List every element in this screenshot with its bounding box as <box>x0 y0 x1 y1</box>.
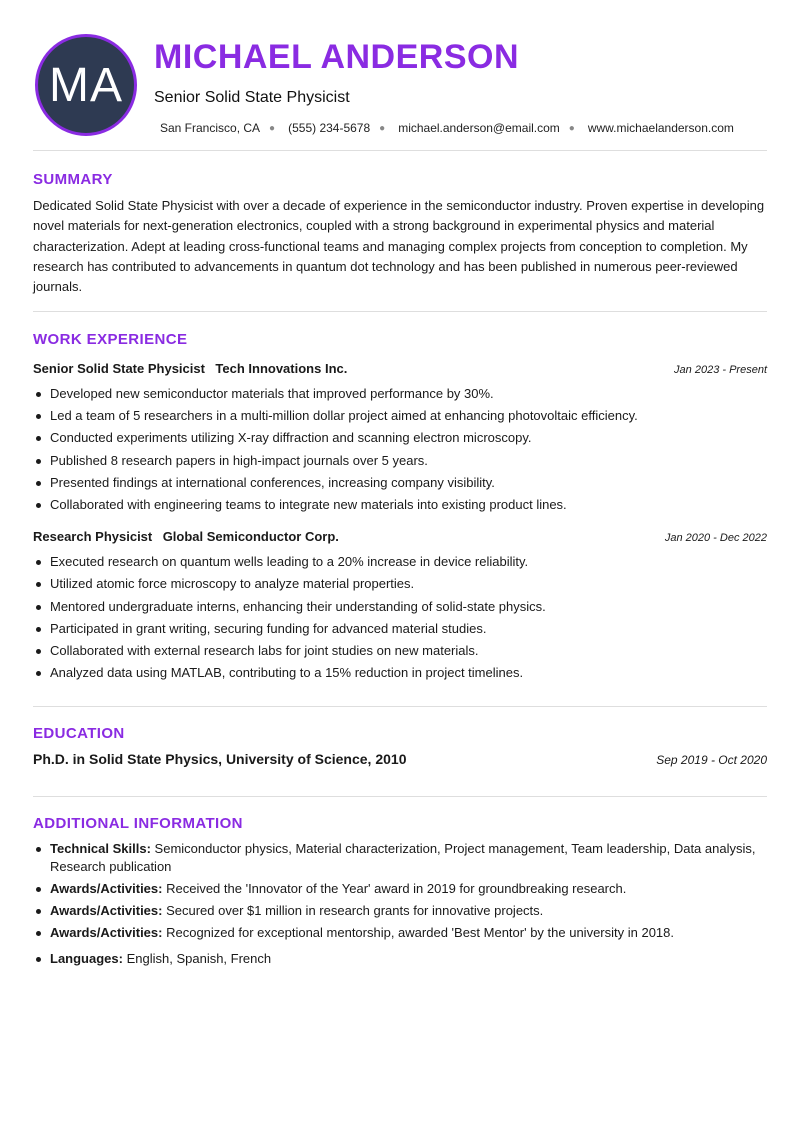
item-text: Received the 'Innovator of the Year' award in 2019 for groundbreaking research. <box>166 881 627 896</box>
list-item <box>33 840 767 876</box>
job-role: Research Physicist <box>33 529 153 545</box>
list-item: Utilized atomic force microscopy to analyze material properties. <box>33 573 767 595</box>
contact-website[interactable]: www.michaelanderson.com <box>587 121 734 135</box>
section-heading: SUMMARY <box>33 171 113 188</box>
section-heading: WORK EXPERIENCE <box>33 331 188 348</box>
avatar <box>35 34 137 136</box>
list-item: Conducted experiments utilizing X-ray diffraction and scanning electron microscopy. <box>33 427 767 449</box>
list-item: Developed new semiconductor materials that improved performance by 30%. <box>33 383 767 405</box>
list-item: Published 8 research papers in high-impact journals over 5 years. <box>33 450 767 472</box>
item-label: Languages: <box>50 951 123 966</box>
contact-email[interactable]: michael.anderson@email.com <box>398 121 560 135</box>
separator-dot-icon: ● <box>379 122 386 134</box>
separator-dot-icon: ● <box>568 122 575 134</box>
job-header <box>33 360 767 378</box>
list-item <box>33 924 767 942</box>
list-item: Mentored undergraduate interns, enhancing their understanding of solid-state physics. <box>33 596 767 618</box>
job-company: Tech Innovations Inc. <box>215 361 348 376</box>
list-item <box>33 902 767 920</box>
education-entry <box>33 751 767 767</box>
summary-section <box>33 151 767 312</box>
resume-header <box>33 0 767 151</box>
job-entry <box>33 528 767 684</box>
job-bullet-list <box>33 383 767 516</box>
contact-phone: (555) 234-5678 <box>288 121 371 135</box>
separator-dot-icon: ● <box>269 122 276 134</box>
item-text: Secured over $1 million in research grants for innovative projects. <box>166 903 544 918</box>
list-item: Participated in grant writing, securing funding for advanced material studies. <box>33 618 767 640</box>
job-dates: Jan 2023 - Present <box>674 364 767 376</box>
item-text: English, Spanish, French <box>126 951 272 966</box>
contact-location: San Francisco, CA <box>160 121 261 135</box>
list-item: Led a team of 5 researchers in a multi-million dollar project aimed at enhancing photovoltaic efficiency. <box>33 405 767 427</box>
list-item: Collaborated with engineering teams to integrate new materials into existing product lines. <box>33 494 767 516</box>
job-dates: Jan 2020 - Dec 2022 <box>664 532 767 545</box>
candidate-name: MICHAEL ANDERSON <box>154 38 520 76</box>
item-label: Awards/Activities: <box>50 925 163 940</box>
list-item: Collaborated with external research labs for joint studies on new materials. <box>33 640 767 662</box>
work-experience-section <box>33 312 767 707</box>
job-header <box>33 528 767 546</box>
list-item: Presented findings at international conferences, increasing company visibility. <box>33 472 767 494</box>
item-text: Semiconductor physics, Material characterization, Project management, Team leadership, Data analysis, Research publication <box>50 841 756 874</box>
candidate-title: Senior Solid State Physicist <box>154 89 350 106</box>
job-entry <box>33 360 767 516</box>
job-bullet-list <box>33 551 767 684</box>
summary-text: Dedicated Solid State Physicist with over a decade of experience in the semiconductor industry. Proven expertise in developing novel materials for next-generation electronics, coupled with a strong background in experimental physics and material characterization. Adept at leading cross-functional teams and managing complex projects from conception to completion. My research has contributed to advancements in quantum dot technology and has been published in numerous peer-reviewed journals. <box>33 198 765 295</box>
job-role: Senior Solid State Physicist <box>33 361 205 376</box>
additional-list <box>33 840 767 968</box>
education-dates: Sep 2019 - Oct 2020 <box>656 753 767 767</box>
item-text: Recognized for exceptional mentorship, awarded 'Best Mentor' by the university in 2018. <box>166 925 675 940</box>
list-item <box>33 950 767 968</box>
job-company: Global Semiconductor Corp. <box>162 529 339 545</box>
list-item: Executed research on quantum wells leading to a 20% increase in device reliability. <box>33 551 767 573</box>
item-label: Technical Skills: <box>50 841 151 856</box>
section-heading: ADDITIONAL INFORMATION <box>33 815 243 832</box>
list-item: Analyzed data using MATLAB, contributing to a 15% reduction in project timelines. <box>33 662 767 684</box>
education-section <box>33 707 767 797</box>
contact-bar <box>160 121 734 135</box>
section-heading: EDUCATION <box>33 725 125 742</box>
avatar-initials: MA <box>49 58 123 112</box>
additional-information-section <box>33 797 767 968</box>
item-label: Awards/Activities: <box>50 903 163 918</box>
list-item <box>33 880 767 898</box>
education-degree: Ph.D. in Solid State Physics, University of Science, 2010 <box>33 751 407 767</box>
item-label: Awards/Activities: <box>50 881 163 896</box>
